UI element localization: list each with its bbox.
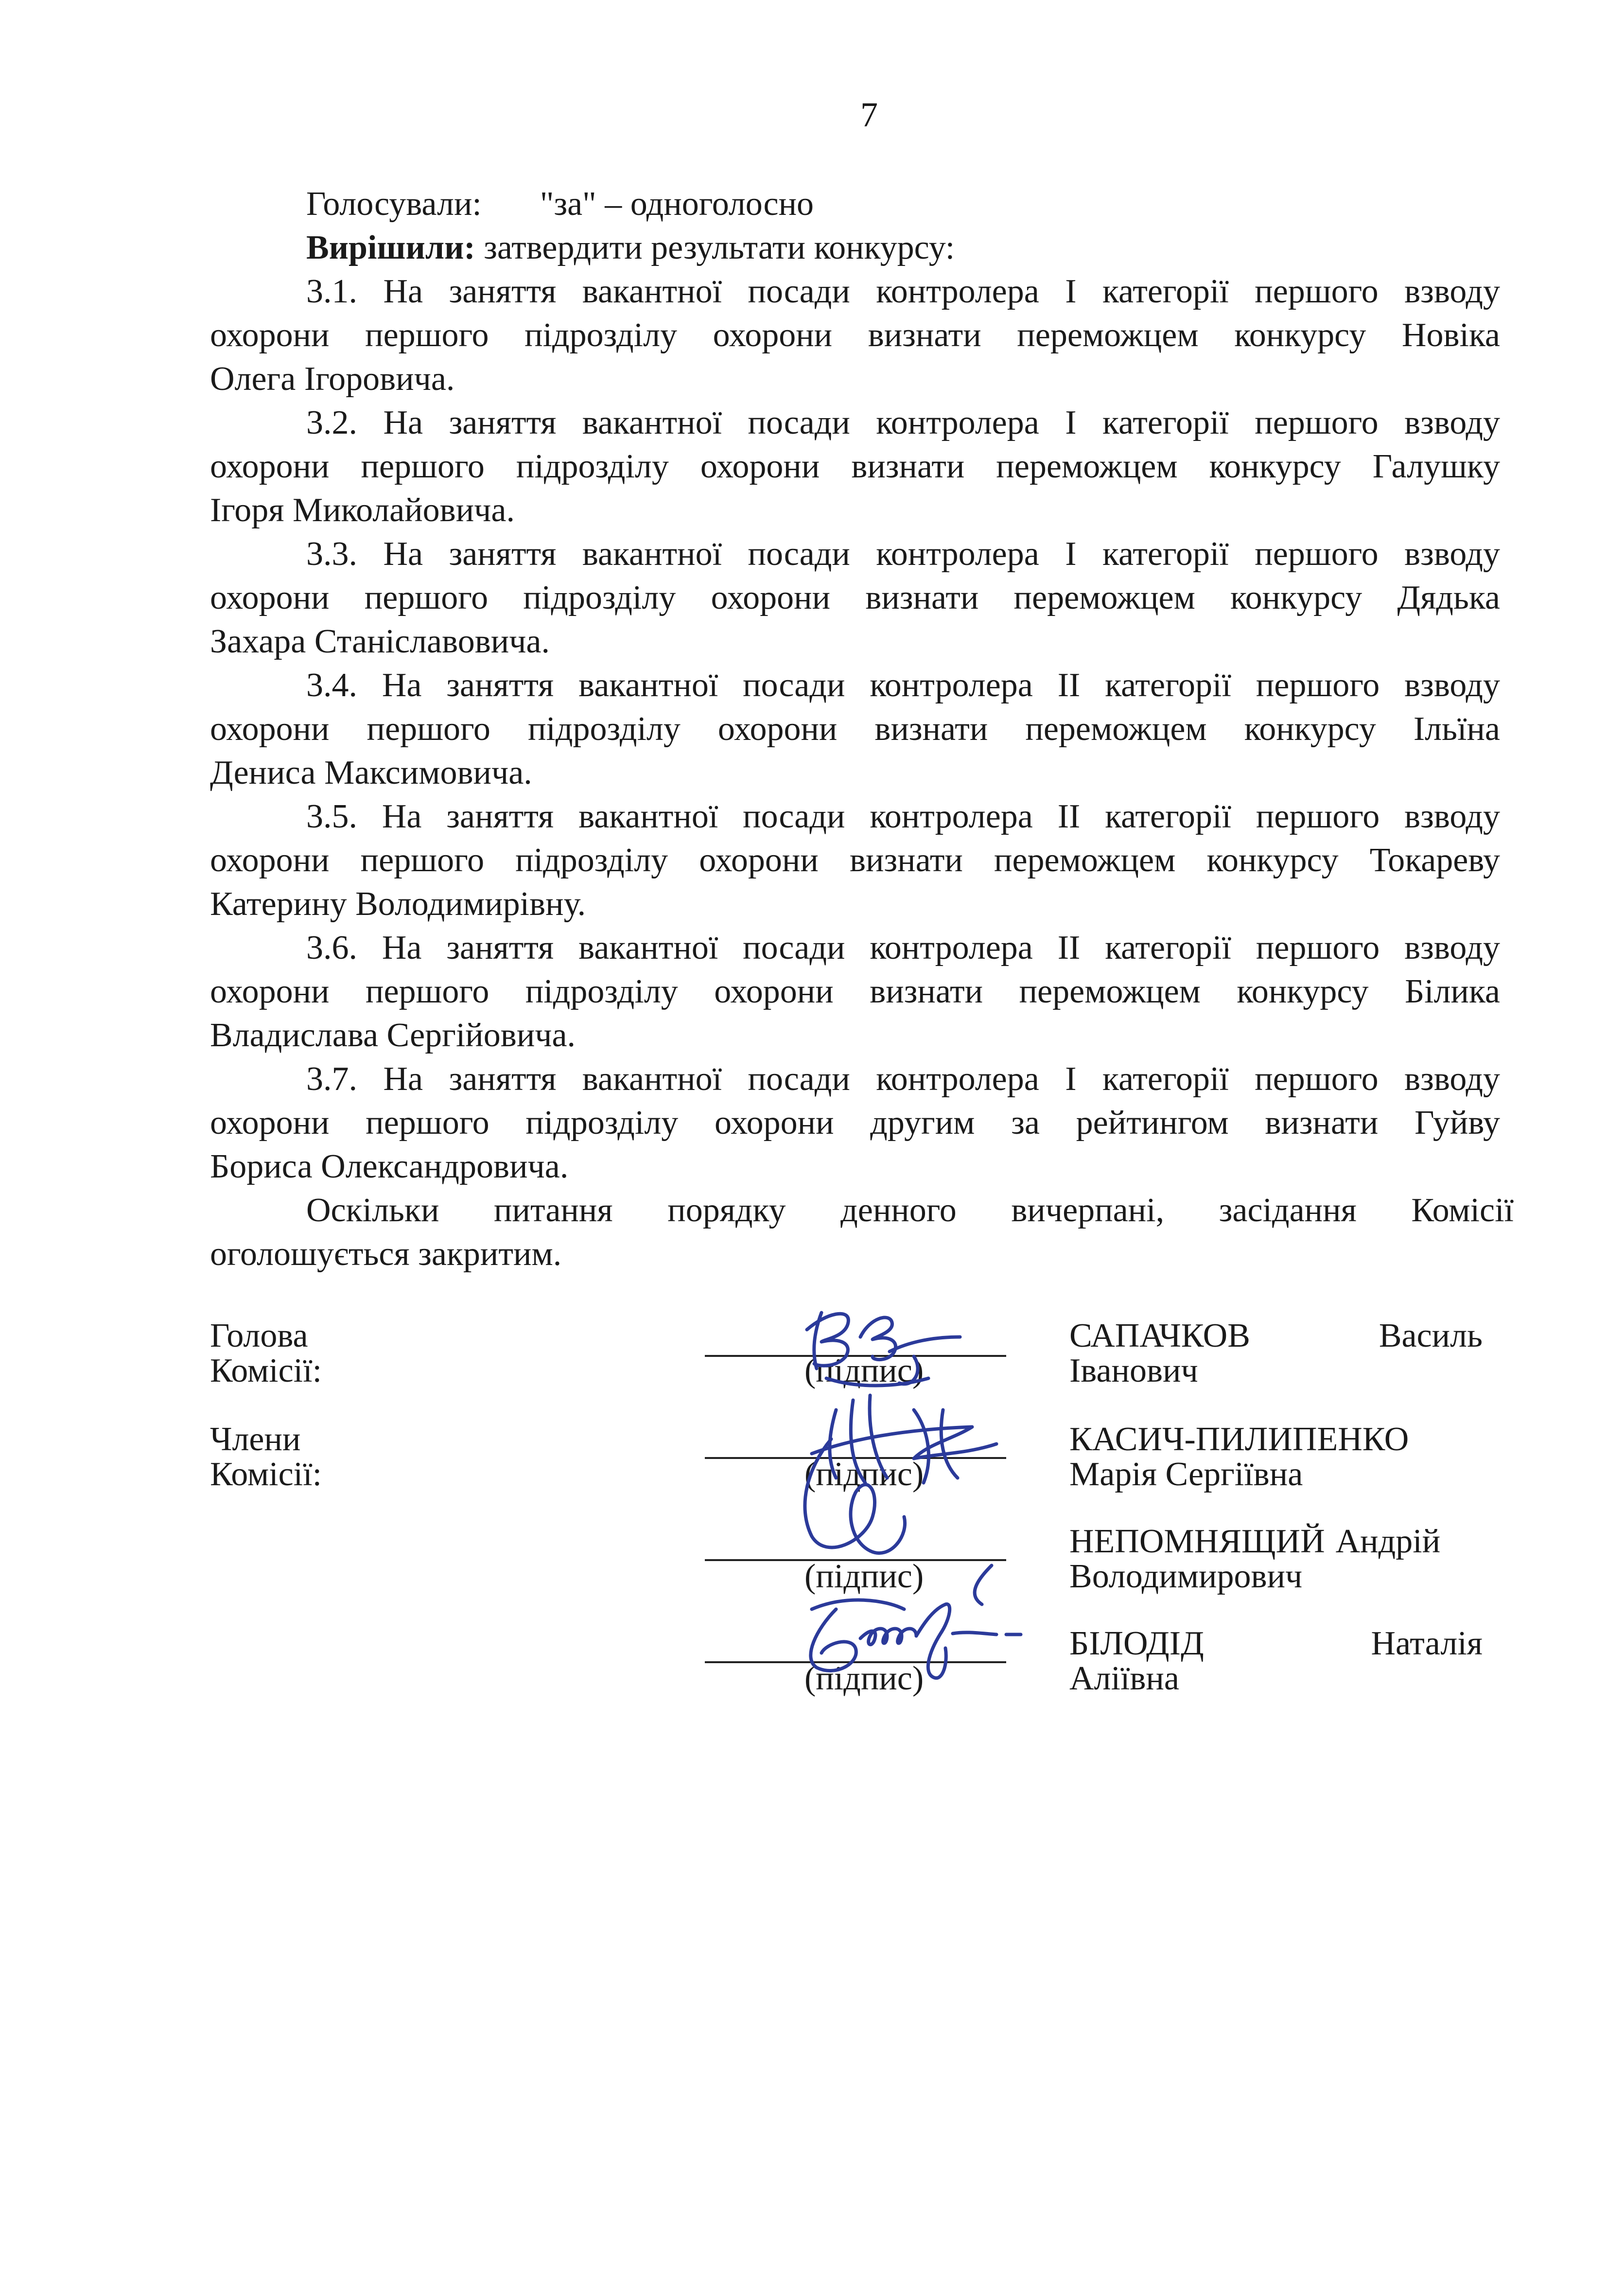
member1-signature-image [768,1381,1030,1609]
item-3-4 [210,664,1500,795]
closing-line-2: оголошується закритим. [210,1235,562,1273]
member2-first-name: Андрій [1335,1523,1441,1560]
item-line: охорони першого підрозділу охорони визнати переможцем конкурсу Новіка [210,316,1500,354]
member3-signature-caption: (підпис) [804,1660,924,1697]
item-line: 3.2. На заняття вакантної посади контролера І категорії першого взводу [306,404,1500,441]
item-line: Захара Станіславовича. [210,623,550,660]
chair-label-line1: Голова [210,1317,308,1354]
item-3-1 [210,270,1500,401]
vote-result: "за" – одноголосно [540,185,814,223]
member1-signature-caption: (підпис) [804,1456,924,1493]
item-3-3 [210,532,1500,664]
item-3-7 [210,1057,1500,1189]
chair-signature-image [768,1283,1001,1395]
item-line: 3.4. На заняття вакантної посади контролера ІІ категорії першого взводу [306,667,1500,704]
vote-line [306,182,814,226]
member2-surname: НЕПОМНЯЩИЙ [1069,1523,1325,1560]
item-line: Ігоря Миколайовича. [210,492,515,529]
decision-text: затвердити результати конкурсу: [475,229,955,266]
item-line: 3.7. На заняття вакантної посади контролера І категорії першого взводу [306,1060,1500,1098]
item-line: охорони першого підрозділу охорони визнати переможцем конкурсу Токареву [210,842,1500,879]
member1-rest: Марія Сергіївна [1069,1456,1303,1493]
item-line: Владислава Сергійовича. [210,1017,576,1054]
item-line: 3.3. На заняття вакантної посади контролера І категорії першого взводу [306,535,1500,573]
members-label-line2: Комісії: [210,1456,322,1493]
item-line: 3.6. На заняття вакантної посади контролера ІІ категорії першого взводу [306,929,1500,966]
chair-patronymic: Іванович [1069,1352,1198,1389]
item-3-6 [210,926,1500,1057]
member2-patronymic: Володимирович [1069,1558,1303,1595]
member3-signature-image [778,1590,1026,1687]
members-label [210,1422,322,1492]
chair-label-line2: Комісії: [210,1352,322,1389]
item-line: охорони першого підрозділу охорони другим за рейтингом визнати Гуйву [210,1104,1500,1142]
closing-paragraph [210,1189,1514,1276]
decision-bold: Вирішили: [306,229,475,266]
member3-first-name: Наталія [1371,1625,1483,1662]
vote-label: Голосували: [306,185,482,223]
item-line: Бориса Олександровича. [210,1148,569,1185]
closing-line-1: Оскільки питання порядку денного вичерпані, засідання Комісії [306,1192,1514,1229]
decision-items [210,270,1500,1189]
item-line: 3.1. На заняття вакантної посади контролера І категорії першого взводу [306,273,1500,310]
item-line: Дениса Максимовича. [210,754,532,791]
member2-signature-caption: (підпис) [804,1558,924,1595]
member3-name [1069,1626,1483,1696]
item-line: охорони першого підрозділу охорони визнати переможцем конкурсу Білика [210,973,1500,1010]
item-line: Катерину Володимирівну. [210,885,586,923]
page-number: 7 [860,95,878,134]
decision-line [306,226,955,270]
member1-surname: КАСИЧ-ПИЛИПЕНКО [1069,1421,1409,1458]
chair-signature-caption: (підпис) [804,1352,924,1389]
chair-label [210,1318,322,1388]
item-line: охорони першого підрозділу охорони визнати переможцем конкурсу Дядька [210,579,1500,616]
item-line: Олега Ігоровича. [210,360,455,398]
chair-surname: САПАЧКОВ [1069,1317,1250,1354]
item-line: охорони першого підрозділу охорони визнати переможцем конкурсу Ільїна [210,710,1500,748]
members-label-line1: Члени [210,1421,301,1458]
member3-patronymic: Аліївна [1069,1660,1179,1697]
item-line: охорони першого підрозділу охорони визнати переможцем конкурсу Галушку [210,448,1500,485]
member1-name [1069,1422,1483,1492]
item-3-2 [210,401,1500,532]
item-line: 3.5. На заняття вакантної посади контролера ІІ категорії першого взводу [306,798,1500,835]
chair-first-name: Василь [1379,1317,1483,1354]
member3-surname: БІЛОДІД [1069,1625,1204,1662]
chair-name [1069,1318,1483,1388]
item-3-5 [210,795,1500,926]
member2-name [1069,1524,1483,1594]
